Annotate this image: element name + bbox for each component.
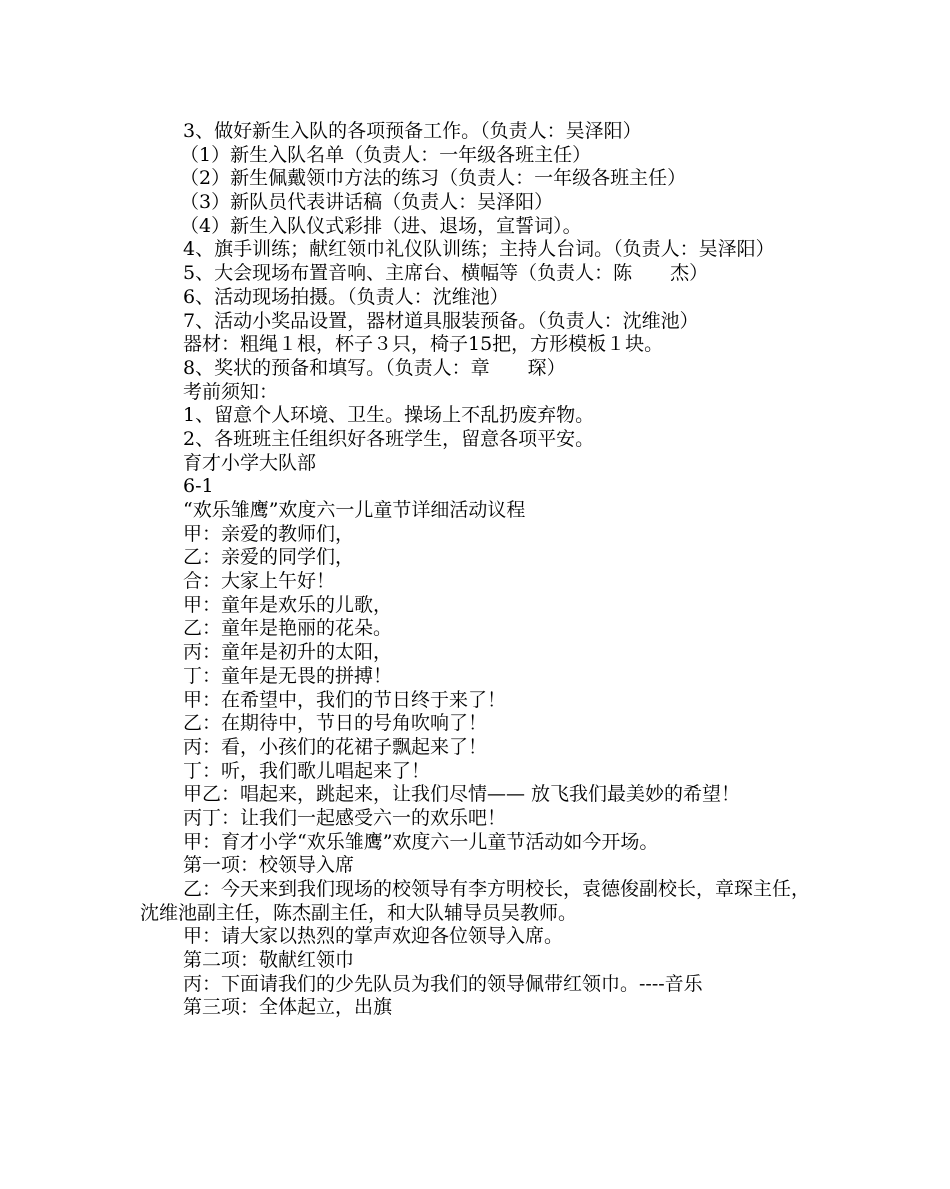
text-line: 丙：看，小孩们的花裙子飘起来了！ (183, 735, 488, 758)
text-line: 第二项：敬献红领巾 (183, 949, 355, 972)
text-line: 6、活动现场拍摄。（负责人：沈维池） (183, 285, 509, 308)
text-line: 4、旗手训练；献红领巾礼仪队训练；主持人台词。（负责人：吴泽阳） (183, 238, 775, 261)
text-line: 8、奖状的预备和填写。（负责人：章 琛） (183, 356, 566, 379)
text-line: （2）新生佩戴领巾方法的练习（负责人：一年级各班主任） (180, 167, 687, 190)
document-body (140, 120, 820, 1020)
text-line: 考前须知： (183, 380, 279, 403)
text-line: 甲：童年是欢乐的儿歌， (183, 593, 393, 616)
text-line: 第三项：全体起立，出旗 (183, 996, 393, 1019)
text-line: 3、做好新生入队的各项预备工作。（负责人：吴泽阳） (183, 120, 642, 142)
text-line: 器材：粗绳１根，杯子３只，椅子15把，方形模板１块。 (183, 333, 664, 356)
text-line: （3）新队员代表讲话稿（负责人：吴泽阳） (180, 191, 554, 214)
text-line: 丙丁：让我们一起感受六一的欢乐吧！ (183, 806, 507, 829)
text-line: 丁：听，我们歌儿唱起来了！ (183, 759, 431, 782)
document-title: “欢乐雏鹰”欢度六一儿童节详细活动议程 (183, 499, 526, 522)
text-line: 甲：亲爱的教师们， (183, 522, 355, 545)
text-line: 丙：下面请我们的少先队员为我们的领导佩带红领巾。----音乐 (183, 972, 703, 995)
text-line: 7、活动小奖品设置，器材道具服装预备。（负责人：沈维池） (183, 309, 699, 332)
text-line: 乙：在期待中，节日的号角吹响了！ (183, 712, 488, 735)
text-line: 第一项：校领导入席 (183, 854, 355, 877)
text-line: 乙：亲爱的同学们， (183, 546, 355, 569)
text-line: 丁：童年是无畏的拼搏！ (183, 664, 393, 687)
text-line: （1）新生入队名单（负责人：一年级各班主任） (180, 143, 592, 166)
text-line: （4）新生入队仪式彩排（进、退场，宣誓词）。 (180, 214, 582, 237)
text-line: 2、各班班主任组织好各班学生，留意各项平安。 (183, 427, 595, 450)
text-line: 丙：童年是初升的太阳， (183, 641, 393, 664)
text-line: 1、留意个人环境、卫生。操场上不乱扔废弃物。 (183, 404, 595, 427)
text-line: 甲：育才小学“欢乐雏鹰”欢度六一儿童节活动如今开场。 (183, 830, 659, 853)
text-line: 乙：今天来到我们现场的校领导有李方明校长，袁德俊副校长，章琛主任，沈维池副主任，陈杰副主任，和大队辅导员吴教师。 (140, 878, 811, 924)
text-line: 乙：童年是艳丽的花朵。 (183, 617, 393, 640)
text-line: 5、大会现场布置音响、主席台、横幅等（负责人：陈 杰） (183, 262, 709, 285)
text-line: 6-1 (183, 475, 214, 498)
text-line: 甲乙：唱起来，跳起来，让我们尽情—— 放飞我们最美妙的希望！ (183, 783, 741, 806)
text-line: 甲：请大家以热烈的掌声欢迎各位领导入席。 (183, 925, 564, 948)
text-line: 育才小学大队部 (183, 451, 317, 474)
text-line: 合：大家上午好！ (183, 570, 336, 593)
text-line: 甲：在希望中，我们的节日终于来了！ (183, 688, 507, 711)
